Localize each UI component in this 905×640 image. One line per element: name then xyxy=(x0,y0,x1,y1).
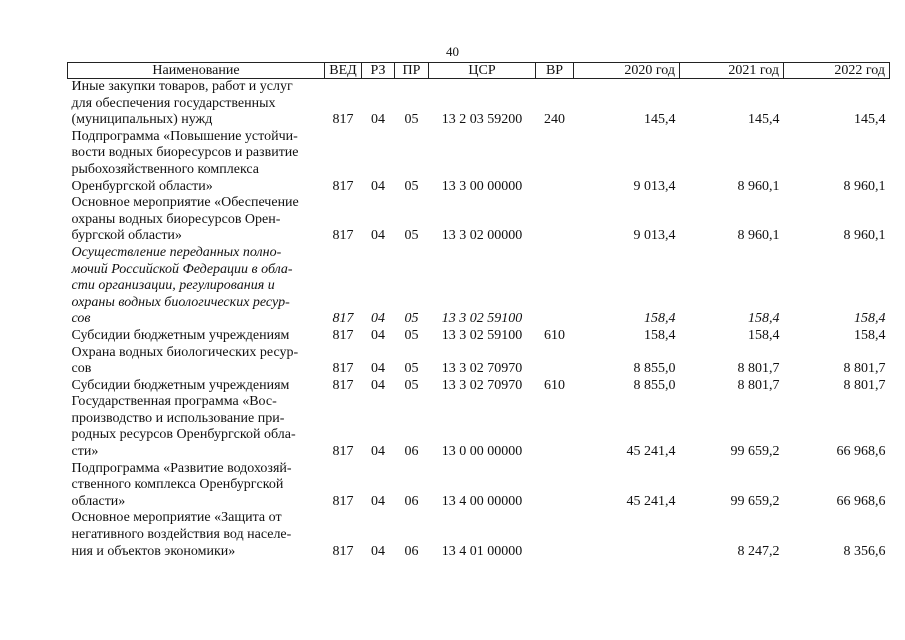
row-vr: 610 xyxy=(544,377,565,393)
budget-table xyxy=(67,62,890,560)
row-vr xyxy=(536,245,574,328)
row-ved: 817 xyxy=(332,228,354,244)
row-value-2022: 8 801,7 xyxy=(843,361,886,377)
row-value-2022: 66 968,6 xyxy=(836,444,886,460)
table-row xyxy=(68,129,890,195)
row-ved: 817 xyxy=(332,327,354,343)
row-name: Субсидии бюджетным учреждениям xyxy=(71,327,290,343)
row-csr: 13 3 02 00000 xyxy=(441,228,523,244)
row-value-2021: 99 659,2 xyxy=(730,444,780,460)
row-ved: 817 xyxy=(332,361,354,377)
row-value-2022: 8 960,1 xyxy=(843,228,886,244)
row-value-2022: 8 356,6 xyxy=(843,543,886,559)
row-pr: 06 xyxy=(404,444,419,460)
row-value-2022: 8 960,1 xyxy=(843,178,886,194)
row-value-2020: 158,4 xyxy=(644,327,676,343)
row-rz: 04 xyxy=(371,493,385,509)
row-pr: 06 xyxy=(404,543,419,559)
row-pr: 06 xyxy=(404,493,419,509)
header-2021: 2021 год xyxy=(680,63,784,79)
row-csr: 13 3 02 59100 xyxy=(441,311,523,327)
table-row xyxy=(68,461,890,511)
row-vr xyxy=(536,461,574,511)
row-value-2021: 8 247,2 xyxy=(737,543,780,559)
row-ved: 817 xyxy=(332,444,354,460)
row-csr: 13 2 03 59200 xyxy=(441,112,523,128)
row-value-2020: 8 855,0 xyxy=(633,361,676,377)
row-ved: 817 xyxy=(332,377,354,393)
row-vr xyxy=(536,345,574,378)
row-rz: 04 xyxy=(371,112,385,128)
row-rz: 04 xyxy=(371,361,385,377)
header-vr: ВР xyxy=(536,63,574,79)
row-value-2020: 9 013,4 xyxy=(633,178,676,194)
row-pr: 05 xyxy=(404,311,419,327)
header-2020: 2020 год xyxy=(574,63,680,79)
table-row xyxy=(68,510,890,560)
row-value-2020 xyxy=(574,510,680,560)
table-row xyxy=(68,394,890,460)
row-pr: 05 xyxy=(404,228,419,244)
table-row xyxy=(68,195,890,245)
row-name: Основное мероприятие «Обеспечение охраны водных биоресурсов Орен- бургской области» xyxy=(71,195,299,244)
row-value-2021: 158,4 xyxy=(748,327,780,343)
row-name: Основное мероприятие «Защита от негативного воздействия вод населе- ния и объектов экономики» xyxy=(71,510,292,559)
row-csr: 13 3 00 00000 xyxy=(441,178,523,194)
row-csr: 13 3 02 59100 xyxy=(441,327,523,343)
table-row xyxy=(68,79,890,129)
table-body xyxy=(68,79,890,561)
row-pr: 05 xyxy=(404,327,419,343)
row-ved: 817 xyxy=(332,178,354,194)
row-value-2021: 8 960,1 xyxy=(737,178,780,194)
row-value-2022: 158,4 xyxy=(854,327,886,343)
header-ved: ВЕД xyxy=(325,63,362,79)
row-csr: 13 4 01 00000 xyxy=(441,543,523,559)
row-vr xyxy=(536,195,574,245)
row-vr: 610 xyxy=(544,327,565,343)
row-value-2020: 9 013,4 xyxy=(633,228,676,244)
row-rz: 04 xyxy=(371,543,385,559)
row-value-2021: 8 960,1 xyxy=(737,228,780,244)
row-ved: 817 xyxy=(332,543,354,559)
row-ved: 817 xyxy=(332,311,354,327)
row-rz: 04 xyxy=(371,228,385,244)
row-vr xyxy=(536,394,574,460)
header-name: Наименование xyxy=(68,63,325,79)
row-csr: 13 3 02 70970 xyxy=(441,361,523,377)
table-row xyxy=(68,378,890,395)
row-name: Иные закупки товаров, работ и услуг для обеспечения государственных (муниципальных) нужд xyxy=(71,79,293,128)
row-value-2020: 45 241,4 xyxy=(626,493,676,509)
row-value-2022: 158,4 xyxy=(854,311,886,327)
row-ved: 817 xyxy=(332,112,354,128)
row-pr: 05 xyxy=(404,361,419,377)
page-number: 40 xyxy=(446,44,459,59)
row-pr: 05 xyxy=(404,377,419,393)
row-name: Осуществление переданных полно- мочий Российской Федерации в обла- сти организации, регулирования и охраны водных биологических ресур- сов xyxy=(71,244,293,327)
row-vr xyxy=(536,510,574,560)
row-value-2021: 8 801,7 xyxy=(737,361,780,377)
row-value-2022: 8 801,7 xyxy=(843,377,886,393)
table-row xyxy=(68,345,890,378)
row-name: Подпрограмма «Повышение устойчи- вости водных биоресурсов и развитие рыбохозяйственного комплекса Оренбургской области» xyxy=(71,128,299,194)
row-rz: 04 xyxy=(371,327,385,343)
row-value-2020: 145,4 xyxy=(644,112,676,128)
row-value-2022: 145,4 xyxy=(854,112,886,128)
row-pr: 05 xyxy=(404,112,419,128)
row-rz: 04 xyxy=(371,444,385,460)
row-value-2021: 8 801,7 xyxy=(737,377,780,393)
row-csr: 13 0 00 00000 xyxy=(441,444,523,460)
header-pr: ПР xyxy=(395,63,429,79)
row-name: Охрана водных биологических ресур- сов xyxy=(71,344,299,377)
header-2022: 2022 год xyxy=(784,63,890,79)
row-value-2020: 158,4 xyxy=(644,311,676,327)
row-value-2020: 45 241,4 xyxy=(626,444,676,460)
header-csr: ЦСР xyxy=(429,63,536,79)
row-rz: 04 xyxy=(371,311,385,327)
row-csr: 13 3 02 70970 xyxy=(441,377,523,393)
row-vr xyxy=(536,129,574,195)
row-vr: 240 xyxy=(544,112,565,128)
row-rz: 04 xyxy=(371,377,385,393)
row-csr: 13 4 00 00000 xyxy=(441,493,523,509)
row-name: Государственная программа «Вос- производство и использование при- родных ресурсов Оренбургской обла- сти» xyxy=(71,394,296,460)
row-rz: 04 xyxy=(371,178,385,194)
row-value-2020: 8 855,0 xyxy=(633,377,676,393)
table-header-row xyxy=(68,63,890,79)
table-row xyxy=(68,328,890,345)
row-name: Субсидии бюджетным учреждениям xyxy=(71,377,290,393)
row-value-2021: 99 659,2 xyxy=(730,493,780,509)
table-row xyxy=(68,245,890,328)
row-name: Подпрограмма «Развитие водохозяй- ственного комплекса Оренбургской области» xyxy=(71,460,292,509)
header-rz: РЗ xyxy=(362,63,395,79)
row-value-2022: 66 968,6 xyxy=(836,493,886,509)
row-ved: 817 xyxy=(332,493,354,509)
row-value-2021: 158,4 xyxy=(748,311,780,327)
row-value-2021: 145,4 xyxy=(748,112,780,128)
row-pr: 05 xyxy=(404,178,419,194)
